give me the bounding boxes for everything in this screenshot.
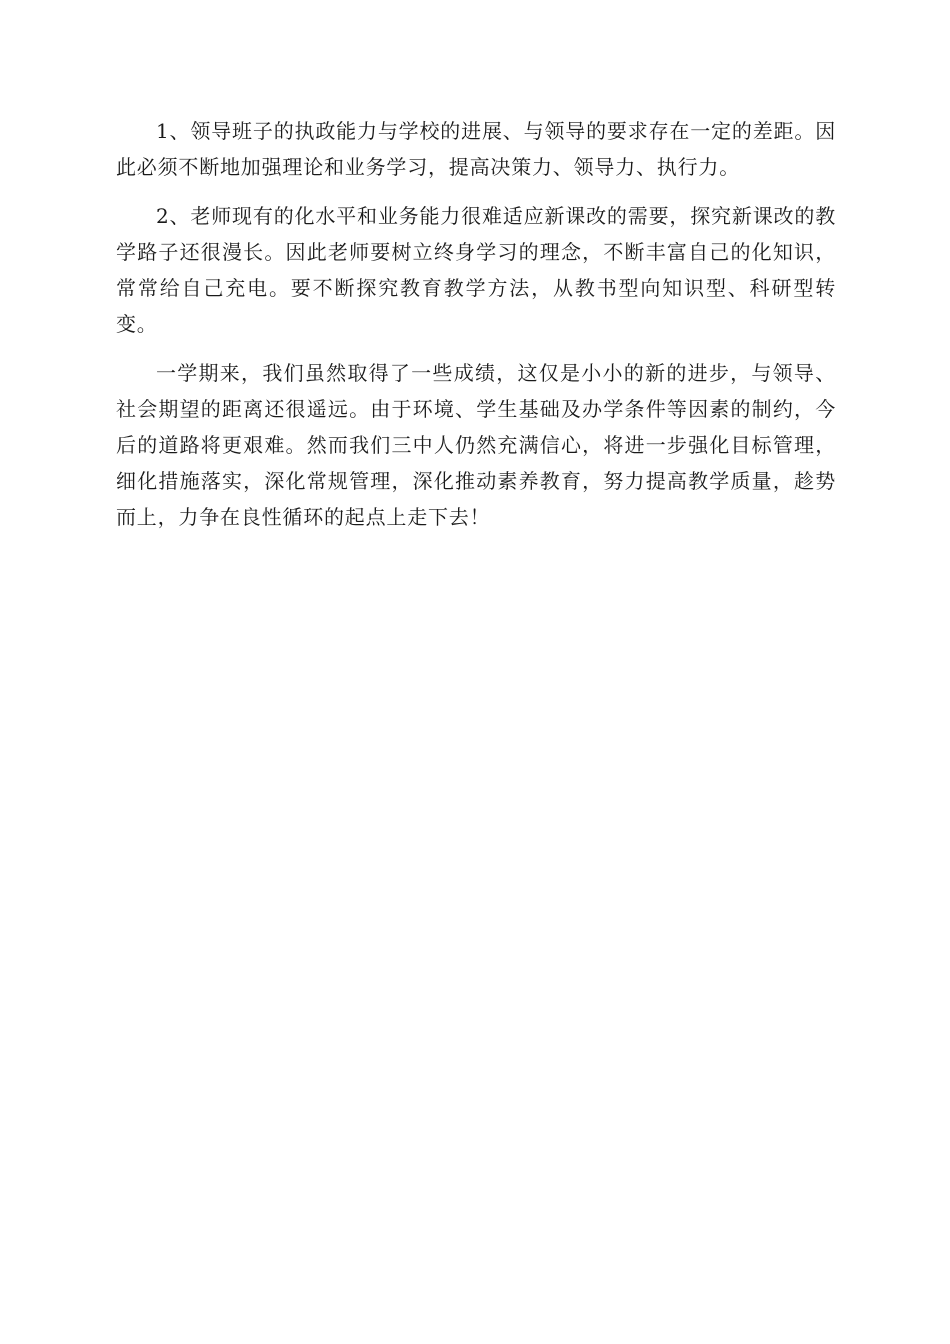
paragraph-teachers: 2、老师现有的化水平和业务能力很难适应新课改的需要，探究新课改的教学路子还很漫长。因此老师要树立终身学习的理念，不断丰富自己的化知识，常常给自己充电。要不断探究教育教学方法，从教书型向知识型、科研型转变。 (116, 204, 836, 336)
paragraph-leadership: 1、领导班子的执政能力与学校的进展、与领导的要求存在一定的差距。因此必须不断地加强理论和业务学习，提高决策力、领导力、执行力。 (116, 119, 836, 179)
document-body (116, 113, 836, 548)
paragraph-summary: 一学期来，我们虽然取得了一些成绩，这仅是小小的新的进步，与领导、社会期望的距离还很遥远。由于环境、学生基础及办学条件等因素的制约，今后的道路将更艰难。然而我们三中人仍然充满信心，将进一步强化目标管理，细化措施落实，深化常规管理，深化推动素养教育，努力提高教学质量，趁势而上，力争在良性循环的起点上走下去！ (116, 361, 836, 529)
